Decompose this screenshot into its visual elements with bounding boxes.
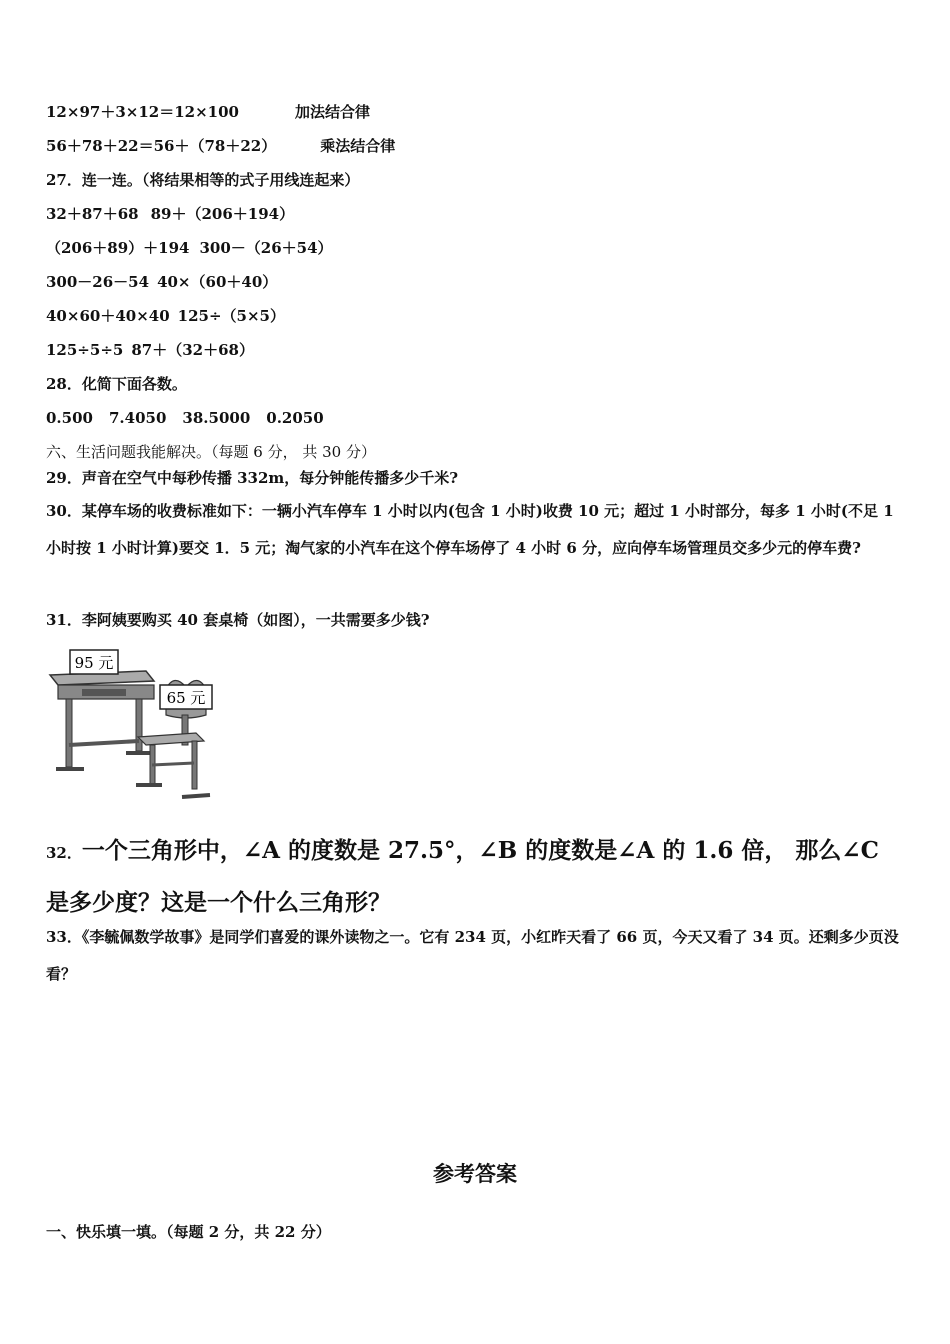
expression: （206＋89）＋194 (46, 239, 190, 257)
question-33: 33．《李毓佩数学故事》是同学们喜爱的课外读物之一。它有 234 页，小红昨天看了 66 页，今天又看了 34 页。还剩多少页没看？ (46, 928, 899, 983)
answer-key-title: 参考答案 (433, 1161, 517, 1186)
match-row-3 (46, 272, 277, 292)
decimal: 38.5000 (182, 409, 251, 427)
match-row-4 (46, 306, 285, 326)
question-27: 27．连一连。（将结果相等的式子用线连起来） (46, 171, 360, 189)
question-32 (46, 826, 908, 928)
expression: 32＋87＋68 (46, 205, 139, 223)
match-row-5 (46, 340, 254, 360)
match-row-2 (46, 238, 333, 258)
law-label: 加法结合律 (294, 103, 370, 121)
expression: 125÷（5×5） (177, 307, 285, 325)
decimal: 0.2050 (266, 409, 324, 427)
expression: 87＋（32＋68） (131, 341, 254, 359)
desk-chair-figure (46, 645, 226, 805)
expression: 40×（60＋40） (157, 273, 278, 291)
expression: 40×60＋40×40 (46, 307, 170, 325)
question-29: 29．声音在空气中每秒传播 332m，每分钟能传播多少千米? (46, 469, 459, 487)
desk-price-tag: 95 元 (74, 654, 114, 672)
match-row-1 (46, 204, 294, 224)
law-label: 乘法结合律 (320, 137, 396, 155)
decimal: 7.4050 (108, 409, 167, 427)
expression: 300－（26＋54） (199, 239, 333, 257)
expression: 89＋（206＋194） (150, 205, 295, 223)
chair-price-tag: 65 元 (166, 689, 206, 707)
desk-chair-illustration (46, 645, 226, 805)
question-text: 一个三角形中，∠A 的度数是 27.5°，∠B 的度数是∠A 的 1.6 倍， 那么∠C 是多少度？这是一个什么三角形？ (46, 837, 879, 916)
law-line-1 (46, 102, 370, 122)
question-30: 30．某停车场的收费标准如下：一辆小汽车停车 1 小时以内(包含 1 小时)收费 10 元；超过 1 小时部分，每多 1 小时(不足 1 小时按 1 小时计算)要交 1．5 元；淘气家的小汽车在这个停车场停了 4 小时 6 分，应向停车场管理员交多少元的停车费? (46, 502, 894, 557)
section-6-heading: 六、生活问题我能解决。（每题 6 分， 共 30 分） (46, 443, 376, 461)
question-28: 28．化简下面各数。 (46, 375, 187, 393)
decimal-list (46, 408, 324, 428)
answer-section-1-heading: 一、快乐填一填。（每题 2 分，共 22 分） (46, 1223, 331, 1241)
question-number: 32． (46, 844, 82, 862)
law-line-2 (46, 136, 395, 156)
expression: 12×97＋3×12＝12×100 (46, 103, 239, 121)
expression: 125÷5÷5 (46, 341, 124, 359)
expression: 300－26－54 (46, 273, 150, 291)
decimal: 0.500 (46, 409, 93, 427)
expression: 56＋78＋22＝56＋（78＋22） (46, 137, 277, 155)
question-31: 31．李阿姨要购买 40 套桌椅（如图），一共需要多少钱? (46, 611, 430, 629)
